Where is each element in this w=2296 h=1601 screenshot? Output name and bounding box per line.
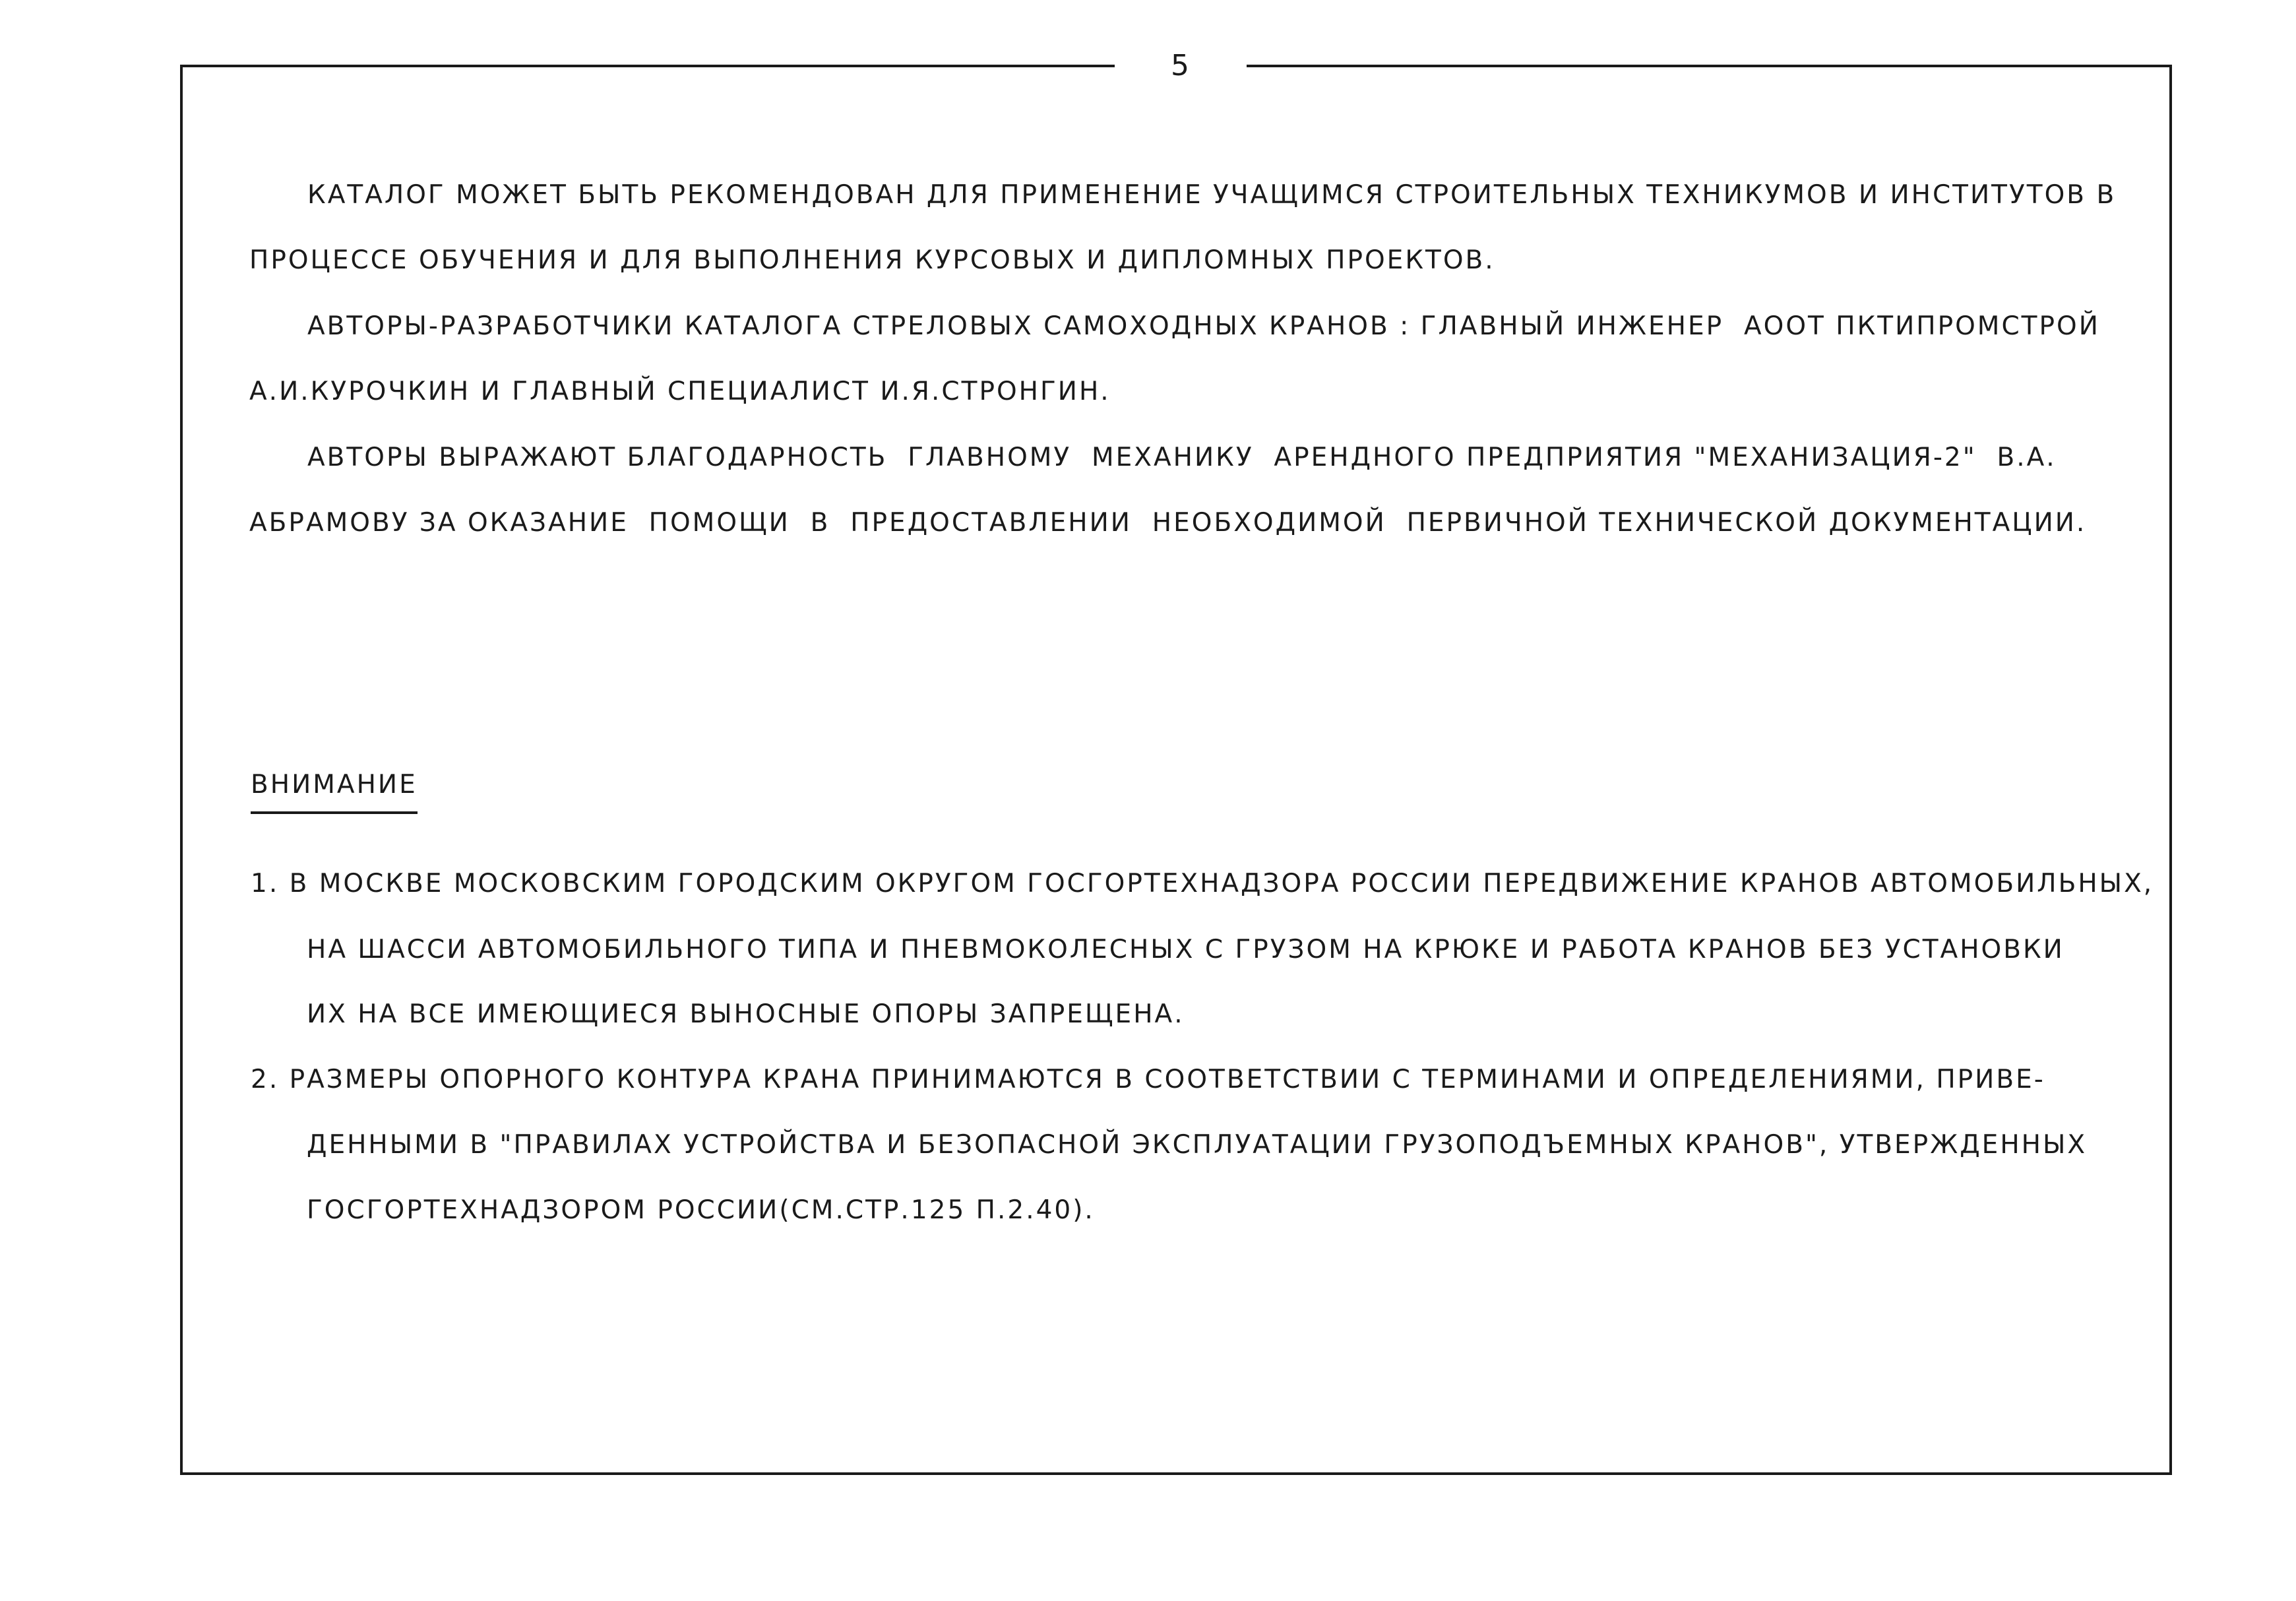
attention-item-1-line-2: НА ШАССИ АВТОМОБИЛЬНОГО ТИПА И ПНЕВМОКОЛЕСНЫХ С ГРУЗОМ НА КРЮКЕ И РАБОТА КРАНОВ БЕЗ УСТАНОВКИ [307, 935, 2064, 964]
paragraph-1-line-1: КАТАЛОГ МОЖЕТ БЫТЬ РЕКОМЕНДОВАН ДЛЯ ПРИМЕНЕНИЕ УЧАЩИМСЯ СТРОИТЕЛЬНЫХ ТЕХНИКУМОВ И ИНСТИТУТОВ В [307, 180, 2117, 210]
paragraph-3-line-2: АБРАМОВУ ЗА ОКАЗАНИЕ ПОМОЩИ В ПРЕДОСТАВЛЕНИИ НЕОБХОДИМОЙ ПЕРВИЧНОЙ ТЕХНИЧЕСКОЙ ДОКУМЕНТАЦИИ. [249, 508, 2087, 538]
paragraph-1-line-2: ПРОЦЕССЕ ОБУЧЕНИЯ И ДЛЯ ВЫПОЛНЕНИЯ КУРСОВЫХ И ДИПЛОМНЫХ ПРОЕКТОВ. [249, 245, 1495, 275]
attention-item-2-line-1: 2. РАЗМЕРЫ ОПОРНОГО КОНТУРА КРАНА ПРИНИМАЮТСЯ В СООТВЕТСТВИИ С ТЕРМИНАМИ И ОПРЕДЕЛЕНИЯМИ, ПРИВЕ- [251, 1065, 2045, 1094]
attention-heading: ВНИМАНИЕ [251, 765, 418, 814]
paragraph-3-line-1: АВТОРЫ ВЫРАЖАЮТ БЛАГОДАРНОСТЬ ГЛАВНОМУ МЕХАНИКУ АРЕНДНОГО ПРЕДПРИЯТИЯ "МЕХАНИЗАЦИЯ-2" В.А. [307, 443, 2057, 472]
attention-item-2-line-2: ДЕННЫМИ В "ПРАВИЛАХ УСТРОЙСТВА И БЕЗОПАСНОЙ ЭКСПЛУАТАЦИИ ГРУЗОПОДЪЕМНЫХ КРАНОВ", УТВЕРЖДЕННЫХ [307, 1130, 2088, 1160]
attention-item-1-line-3: ИХ НА ВСЕ ИМЕЮЩИЕСЯ ВЫНОСНЫЕ ОПОРЫ ЗАПРЕЩЕНА. [307, 999, 1185, 1029]
attention-item-1-line-1: 1. В МОСКВЕ МОСКОВСКИМ ГОРОДСКИМ ОКРУГОМ ГОСГОРТЕХНАДЗОРА РОССИИ ПЕРЕДВИЖЕНИЕ КРАНОВ АВТОМОБИЛЬНЫХ, [251, 869, 2154, 898]
attention-item-2-line-3: ГОСГОРТЕХНАДЗОРОМ РОССИИ(СМ.СТР.125 П.2.40). [307, 1195, 1095, 1225]
paragraph-2-line-2: А.И.КУРОЧКИН И ГЛАВНЫЙ СПЕЦИАЛИСТ И.Я.СТРОНГИН. [249, 377, 1111, 406]
page-number: 5 [1171, 49, 1191, 82]
paragraph-2-line-1: АВТОРЫ-РАЗРАБОТЧИКИ КАТАЛОГА СТРЕЛОВЫХ САМОХОДНЫХ КРАНОВ : ГЛАВНЫЙ ИНЖЕНЕР АООТ ПКТИПРОМСТРОЙ [307, 311, 2100, 341]
